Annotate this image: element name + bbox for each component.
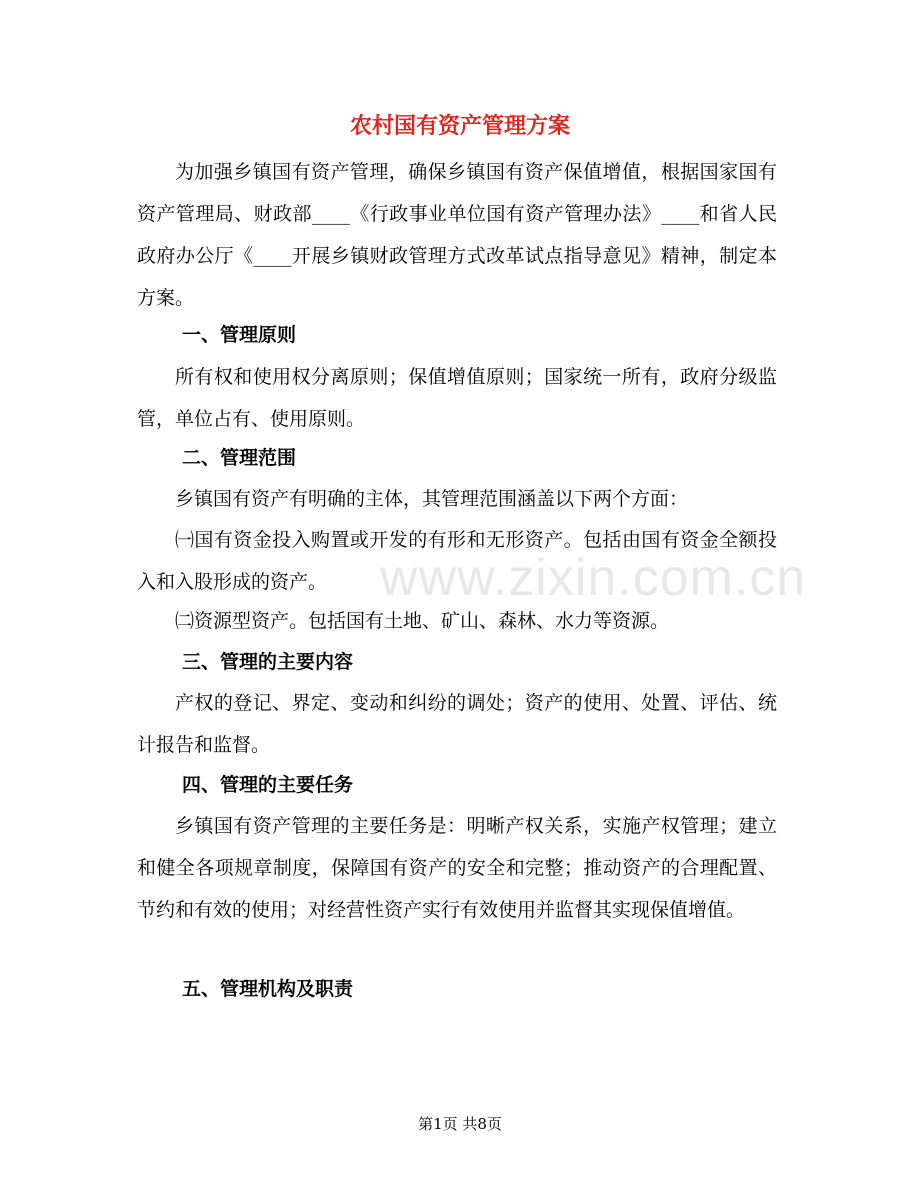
section-heading-principles: 一、管理原则	[182, 324, 297, 346]
section-heading-tasks: 四、管理的主要任务	[182, 774, 354, 796]
watermark-text: www.zixin.com.cn	[380, 549, 807, 607]
section-heading-content: 三、管理的主要内容	[182, 651, 354, 673]
scope-paragraph: 乡镇国有资产有明确的主体，其管理范围涵盖以下两个方面：	[175, 488, 689, 510]
intro-paragraph: 为加强乡镇国有资产管理，确保乡镇国有资产保值增值，根据国家国有资产管理局、财政部____《行政事业单位国有资产管理办法》____和省人民政府办公厅《____开展乡镇财政管理方式改革试点指导意见》精神，制定本方案。	[137, 161, 777, 309]
section-heading-organization: 五、管理机构及职责	[182, 978, 354, 1000]
scope-item-2: ㈡资源型资产。包括国有土地、矿山、森林、水力等资源。	[175, 610, 670, 632]
page-number: 第1页 共8页	[418, 1115, 502, 1133]
document-title: 农村国有资产管理方案	[349, 113, 570, 139]
tasks-paragraph: 乡镇国有资产管理的主要任务是：明晰产权关系，实施产权管理；建立和健全各项规章制度，保障国有资产的安全和完整；推动资产的合理配置、节约和有效的使用；对经营性资产实行有效使用并监督其实现保值增值。	[137, 815, 777, 921]
content-paragraph: 产权的登记、界定、变动和纠纷的调处；资产的使用、处置、评估、统计报告和监督。	[137, 692, 777, 756]
section-heading-scope: 二、管理范围	[182, 447, 297, 469]
principles-paragraph: 所有权和使用权分离原则；保值增值原则；国家统一所有，政府分级监管，单位占有、使用原则。	[137, 366, 777, 430]
scope-item-1: ㈠国有资金投入购置或开发的有形和无形资产。包括由国有资金全额投入和入股形成的资产。	[137, 529, 777, 593]
